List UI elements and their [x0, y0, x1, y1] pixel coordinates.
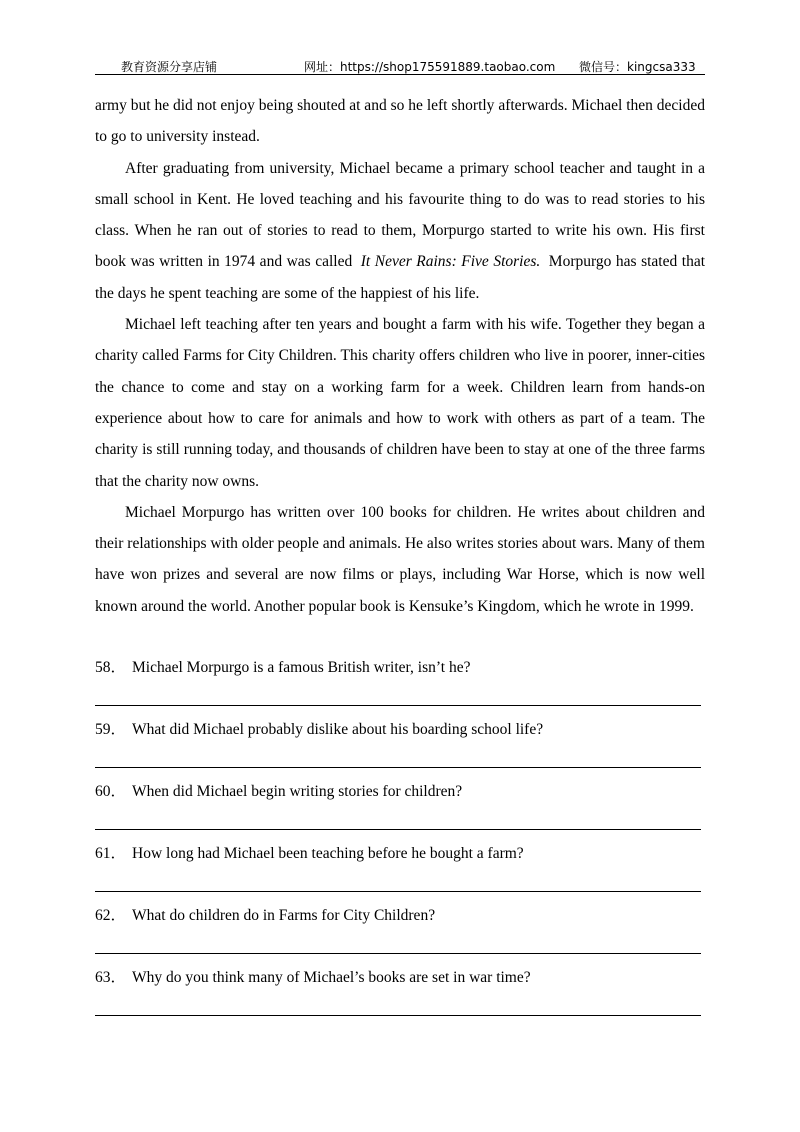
question-text [95, 655, 470, 677]
question-item [95, 653, 701, 715]
question-prompt: What did Michael probably dislike about his boarding school life? [132, 721, 544, 738]
reading-passage [95, 90, 705, 622]
answer-line[interactable] [95, 891, 701, 892]
header-shop-url: 网址：https://shop175591889.taobao.com [304, 60, 556, 74]
answer-line[interactable] [95, 953, 701, 954]
question-text [95, 903, 435, 925]
question-prompt: Michael Morpurgo is a famous British writer, isn’t he? [132, 659, 471, 676]
question-number: 60． [95, 783, 127, 800]
question-text [95, 841, 524, 863]
question-item [95, 777, 701, 839]
question-number: 61． [95, 845, 127, 862]
paragraph-1: army but he did not enjoy being shouted at and so he left shortly afterwards. Michael then decided to go to university instead. [95, 97, 705, 146]
answer-line[interactable] [95, 829, 701, 830]
header-wechat-id: 微信号：kingcsa333 [579, 60, 696, 74]
answer-line[interactable] [95, 705, 701, 706]
paragraph-2-text: After graduating from university, Michael became a primary school teacher and taught in a small school in Kent. He loved teaching and his favourite thing to do was to read stories to his class. When he ran out of stories to read to them, Morpurgo started to write his own. His first book was written in 1974 and was called [95, 159, 705, 271]
paragraph-3: Michael left teaching after ten years and bought a farm with his wife. Together they began a charity called Farms for City Children. This charity offers children who live in poorer, inner-cities the chance to come and stay on a working farm for a week. Children learn from hands-on experience about how to care for animals and how to work with others as part of a team. The charity is still running today, and thousands of children have been to stay at one of the three farms that the charity now owns. [95, 316, 705, 490]
question-text [95, 717, 543, 739]
question-text [95, 779, 462, 801]
paragraph-2 [95, 153, 705, 309]
question-number: 62． [95, 907, 127, 924]
question-number: 63． [95, 969, 127, 986]
question-prompt: What do children do in Farms for City Children? [132, 907, 436, 924]
answer-line[interactable] [95, 1015, 701, 1016]
question-prompt: How long had Michael been teaching before he bought a farm? [132, 845, 524, 862]
question-item [95, 839, 701, 901]
question-text [95, 965, 531, 987]
paragraph-4: Michael Morpurgo has written over 100 books for children. He writes about children and their relationships with older people and animals. He also writes stories about wars. Many of them have won prizes and several are now films or plays, including War Horse, which is now well known around the world. Another popular book is Kensuke’s Kingdom, which he wrote in 1999. [95, 503, 705, 615]
question-number: 59． [95, 721, 127, 738]
question-item [95, 715, 701, 777]
question-item [95, 963, 701, 1025]
question-prompt: When did Michael begin writing stories for children? [132, 783, 463, 800]
question-prompt: Why do you think many of Michael’s books are set in war time? [132, 969, 531, 986]
answer-line[interactable] [95, 767, 701, 768]
question-item [95, 901, 701, 963]
question-number: 58． [95, 659, 127, 676]
question-list [95, 653, 701, 1025]
page-header [95, 52, 705, 75]
book-title: It Never Rains: Five Stories. [360, 253, 541, 271]
paragraph-2-text-end: Morpurgo has stated that the days he spent teaching are some of the happiest of his life. [95, 253, 706, 302]
header-shop-name: 教育资源分享店铺 [121, 60, 218, 74]
